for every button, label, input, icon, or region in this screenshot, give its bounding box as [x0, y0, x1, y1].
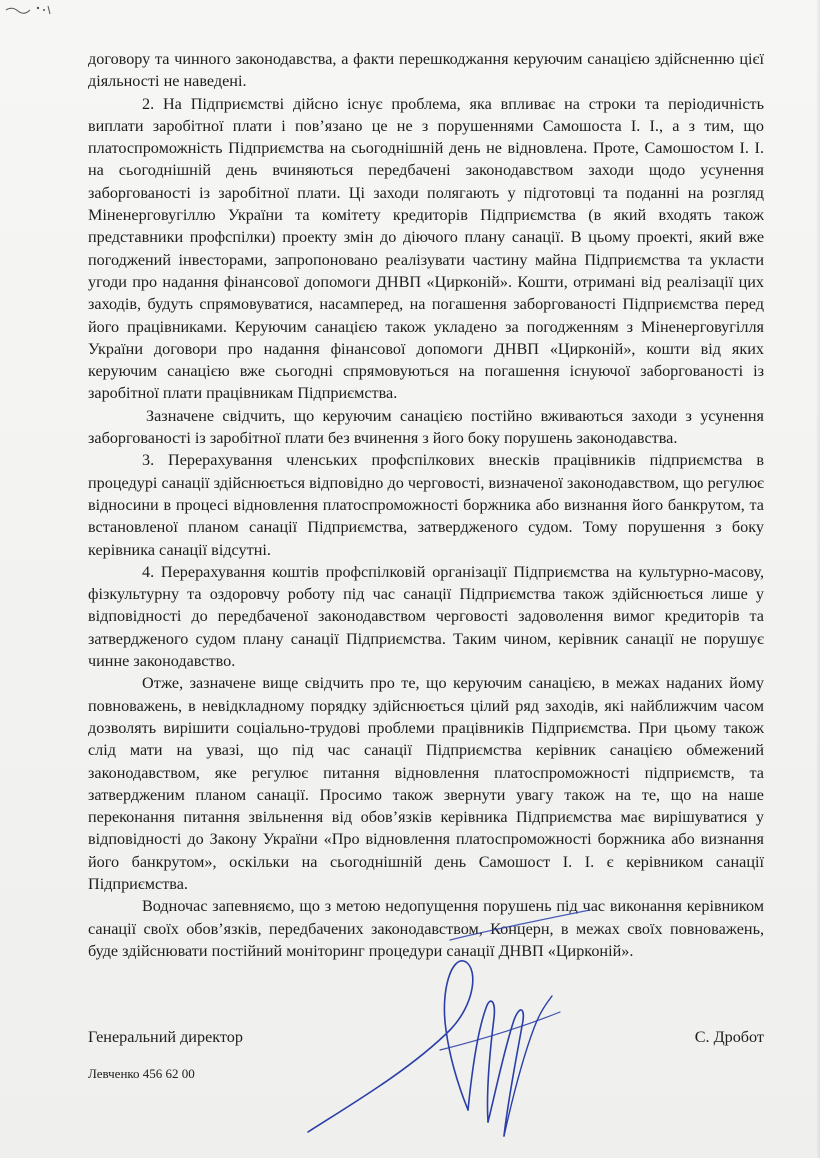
paragraph-point-2: 2. На Підприємстві дійсно існує проблема, яка впливає на строки та періодичність виплати заробітної плати і пов’язано це не з порушеннями Самошоста І. І., а з тим, що платоспроможність Підприємства на сьогоднішній день не відновлена. Проте, Самошостом І. І. на сьогоднішній день вчиняються передбачені законодавством заходи щодо усунення заборгованості із заробітної плати. Ці заходи полягають у підготовці та поданні на розгляд Міненерговугіллю України та комітету кредиторів Підприємства (в який входять також представники профспілки) проекту змін до діючого плану санації. В цьому проекті, який вже погоджений інвесторами, запропоновано реалізувати частину майна Підприємства та укласти угоди про надання фінансової допомоги ДНВП «Цирконій». Кошти, отримані від реалізації цих заходів, будуть спрямовуватися, насамперед, на погашення заборгованості Підприємства перед його працівниками. Керуючим санацією також укладено за погодженням з Міненерговугілля України договори про надання фінансової допомоги ДНВП «Цирконій», кошти від яких керуючим санацією вже сьогодні спрямовуються на погашення існуючої заборгованості із заробітної плати працівникам Підприємства. — [88, 94, 764, 403]
paragraph-summary: Отже, зазначене вище свідчить про те, що керуючим санацією, в межах наданих йому повноважень, в невідкладному порядку здійснюється цілий ряд заходів, які найближчим часом дозволять вирішити соціально-трудові проблеми працівників Підприємства. При цьому також слід мати на увазі, що під час санації Підприємства керівник санацією обмежений законодавством, яке регулює питання відновлення платоспроможності підприємств, та затвердженим планом санації. Просимо також звернути увагу також на те, що на наше переконання питання звільнення від обов’язків керівника Підприємства має вирішуватися у відповідності до Закону України «Про відновлення платоспроможності боржника або визнання його банкрутом», оскільки на сьогоднішній день Самошост І. І. є керівником санації Підприємства. — [88, 674, 764, 893]
executor-contact: Левченко 456 62 00 — [88, 1066, 195, 1081]
paragraph-continuation: договору та чинного законодавства, а факти перешкоджання керуючим санацією здійсненню цієї діяльності не наведені. — [88, 50, 764, 91]
paragraph-point-3: 3. Перерахування членських профспілкових внесків працівників підприємства в процедурі санації здійснюється відповідно до черговості, визначеної законодавством, що регулює відносини в процесі відновлення платоспроможності боржника або визнання його банкрутом, та встановленої планом санації Підприємства, затвердженого судом. Тому порушення з боку керівника санації відсутні. — [88, 451, 764, 559]
signatory-position: Генеральний директор — [88, 1028, 243, 1046]
signature-block — [88, 1028, 764, 1052]
paragraph-conclusion-2: Зазначене свідчить, що керуючим санацією постійно вживаються заходи з усунення заборгованості із заробітної плати без вчинення з його боку порушень законодавства. — [88, 406, 764, 448]
letter-body — [88, 48, 764, 962]
page-edge-shadow — [816, 0, 820, 1158]
paragraph-assurance: Водночас запевняємо, що з метою недопущення порушень під час виконання керівником санації своїх обов’язків, передбачених законодавством, Концерн, в межах своїх повноважень, буде здійснювати постійний моніторинг процедури санації ДНВП «Цирконій». — [88, 897, 764, 960]
paragraph-point-4: 4. Перерахування коштів профспілковій організації Підприємства на культурно-масову, фізкультурну та оздоровчу роботу під час санації Підприємства також здійснюється лише у відповідності до передбаченої законодавством черговості задоволення вимог кредиторів та затвердженого судом плану санації Підприємства. Таким чином, керівник санації не порушує чинне законодавство. — [88, 562, 764, 671]
scan-artifact-mark — [4, 2, 56, 18]
handwritten-signature — [290, 900, 620, 1150]
signatory-name: С. Дробот — [694, 1028, 764, 1046]
